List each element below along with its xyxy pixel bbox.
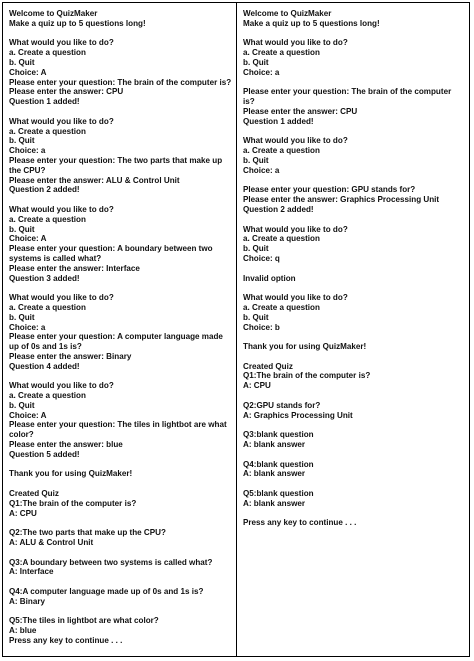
console-line bbox=[243, 509, 465, 519]
console-line: Please enter your question: A boundary between two bbox=[9, 244, 213, 254]
console-line: a. Create a question bbox=[9, 302, 86, 312]
console-line bbox=[9, 577, 232, 587]
console-line: b. Quit bbox=[9, 57, 35, 67]
console-line: Q3:blank question bbox=[243, 430, 314, 440]
console-line: Q5:The tiles in lightbot are what color? bbox=[9, 616, 159, 626]
console-line: A: ALU & Control Unit bbox=[9, 538, 94, 548]
console-line bbox=[9, 283, 232, 293]
comparison-frame bbox=[2, 2, 470, 657]
console-line: Please enter your question: The tiles in lightbot are what bbox=[9, 420, 227, 430]
console-line: Choice: a bbox=[9, 322, 46, 332]
console-line: Choice: a bbox=[9, 146, 46, 156]
console-line: Question 1 added! bbox=[9, 97, 80, 107]
console-line: What would you like to do? bbox=[243, 224, 348, 234]
console-line bbox=[243, 176, 465, 186]
console-line: Please enter the answer: Binary bbox=[9, 351, 132, 361]
console-line: What would you like to do? bbox=[9, 293, 114, 303]
console-line: Q4:A computer language made up of 0s and 1s is? bbox=[9, 587, 204, 597]
console-line: Created Quiz bbox=[243, 361, 293, 371]
console-line: Please enter your question: The two parts that make up bbox=[9, 155, 223, 165]
console-line bbox=[9, 518, 232, 528]
console-line: the CPU? bbox=[9, 165, 46, 175]
console-line: b. Quit bbox=[9, 312, 35, 322]
console-line: b. Quit bbox=[243, 57, 269, 67]
console-line bbox=[9, 107, 232, 117]
console-line: Question 1 added! bbox=[243, 116, 314, 126]
console-line: b. Quit bbox=[9, 224, 35, 234]
console-line: What would you like to do? bbox=[243, 293, 348, 303]
console-line bbox=[243, 264, 465, 274]
console-line: b. Quit bbox=[243, 312, 269, 322]
console-line: Choice: q bbox=[243, 253, 280, 263]
console-line: Choice: A bbox=[9, 410, 47, 420]
console-line: What would you like to do? bbox=[9, 381, 114, 391]
console-line: Q4:blank question bbox=[243, 459, 314, 469]
console-line: Please enter the answer: CPU bbox=[9, 87, 124, 97]
console-line: A: Interface bbox=[9, 567, 54, 577]
console-line: A: Graphics Processing Unit bbox=[243, 410, 353, 420]
console-line: b. Quit bbox=[243, 155, 269, 165]
console-line: Please enter the answer: Graphics Processing Unit bbox=[243, 195, 440, 205]
console-line: What would you like to do? bbox=[9, 116, 114, 126]
console-line: A: blue bbox=[9, 626, 37, 636]
console-line: a. Create a question bbox=[9, 214, 86, 224]
console-line: up of 0s and 1s is? bbox=[9, 342, 82, 352]
console-line bbox=[9, 607, 232, 617]
right-console-output bbox=[236, 3, 469, 656]
console-line: Make a quiz up to 5 questions long! bbox=[243, 18, 380, 28]
console-line: a. Create a question bbox=[243, 302, 320, 312]
console-line: Question 5 added! bbox=[9, 449, 80, 459]
console-line: What would you like to do? bbox=[243, 38, 348, 48]
console-line bbox=[243, 332, 465, 342]
console-line: a. Create a question bbox=[9, 126, 86, 136]
console-line: Q1:The brain of the computer is? bbox=[243, 371, 371, 381]
console-line: Q2:GPU stands for? bbox=[243, 400, 321, 410]
console-line: b. Quit bbox=[9, 136, 35, 146]
console-line: Please enter the answer: Interface bbox=[9, 263, 140, 273]
console-line bbox=[9, 29, 232, 39]
console-line bbox=[9, 548, 232, 558]
console-line bbox=[9, 371, 232, 381]
console-line: b. Quit bbox=[243, 244, 269, 254]
console-line: Welcome to QuizMaker bbox=[9, 9, 98, 18]
console-line: Please enter your question: GPU stands for? bbox=[243, 185, 416, 195]
console-line: Choice: A bbox=[9, 234, 47, 244]
console-line: Please enter your question: The brain of the computer is? bbox=[9, 77, 232, 87]
console-line: Created Quiz bbox=[9, 489, 59, 499]
console-line: Q2:The two parts that make up the CPU? bbox=[9, 528, 166, 538]
console-line: A: blank answer bbox=[243, 498, 306, 508]
console-line bbox=[243, 450, 465, 460]
console-line: Press any key to continue . . . bbox=[9, 636, 123, 645]
console-line bbox=[243, 420, 465, 430]
console-line bbox=[9, 460, 232, 470]
console-line: A: Binary bbox=[9, 596, 45, 606]
console-line: systems is called what? bbox=[9, 253, 102, 263]
console-line bbox=[243, 391, 465, 401]
console-line bbox=[243, 283, 465, 293]
console-line: Thank you for using QuizMaker! bbox=[9, 469, 133, 479]
console-line bbox=[243, 479, 465, 489]
console-line: Invalid option bbox=[243, 273, 296, 283]
console-line: Please enter your question: A computer language made bbox=[9, 332, 223, 342]
console-line: A: blank answer bbox=[243, 440, 306, 450]
console-line bbox=[243, 352, 465, 362]
console-line: Question 2 added! bbox=[243, 204, 314, 214]
console-line: Please enter the answer: CPU bbox=[243, 106, 358, 116]
console-line: Q3:A boundary between two systems is called what? bbox=[9, 557, 213, 567]
console-line bbox=[243, 215, 465, 225]
console-line: Make a quiz up to 5 questions long! bbox=[9, 18, 146, 28]
console-line: Please enter the answer: blue bbox=[9, 440, 123, 450]
console-line: Q5:blank question bbox=[243, 489, 314, 499]
console-line: A: CPU bbox=[9, 508, 37, 518]
console-line: a. Create a question bbox=[243, 48, 320, 58]
console-line: A: blank answer bbox=[243, 469, 306, 479]
console-line bbox=[9, 195, 232, 205]
console-line: Question 4 added! bbox=[9, 361, 80, 371]
left-console-output bbox=[3, 3, 236, 656]
console-line: What would you like to do? bbox=[9, 204, 114, 214]
console-line: What would you like to do? bbox=[243, 136, 348, 146]
console-line: a. Create a question bbox=[9, 48, 86, 58]
console-line bbox=[243, 29, 465, 39]
console-line: Choice: a bbox=[243, 165, 280, 175]
console-line: Choice: A bbox=[9, 67, 47, 77]
console-line bbox=[243, 127, 465, 137]
console-line: Please enter your question: The brain of the computer is? bbox=[243, 87, 454, 107]
console-line: What would you like to do? bbox=[9, 38, 114, 48]
console-line bbox=[243, 78, 465, 88]
console-line: b. Quit bbox=[9, 400, 35, 410]
console-line: Please enter the answer: ALU & Control Unit bbox=[9, 175, 180, 185]
console-line: A: CPU bbox=[243, 381, 271, 391]
console-line: Choice: b bbox=[243, 322, 280, 332]
console-line: a. Create a question bbox=[243, 146, 320, 156]
console-line: Welcome to QuizMaker bbox=[243, 9, 332, 18]
console-line: Question 2 added! bbox=[9, 185, 80, 195]
console-line: Press any key to continue . . . bbox=[243, 518, 357, 528]
console-line: color? bbox=[9, 430, 34, 440]
console-line bbox=[9, 479, 232, 489]
console-line: Thank you for using QuizMaker! bbox=[243, 342, 367, 352]
console-line: a. Create a question bbox=[9, 391, 86, 401]
console-line: a. Create a question bbox=[243, 234, 320, 244]
console-line: Question 3 added! bbox=[9, 273, 80, 283]
console-line: Choice: a bbox=[243, 67, 280, 77]
console-line: Q1:The brain of the computer is? bbox=[9, 498, 137, 508]
